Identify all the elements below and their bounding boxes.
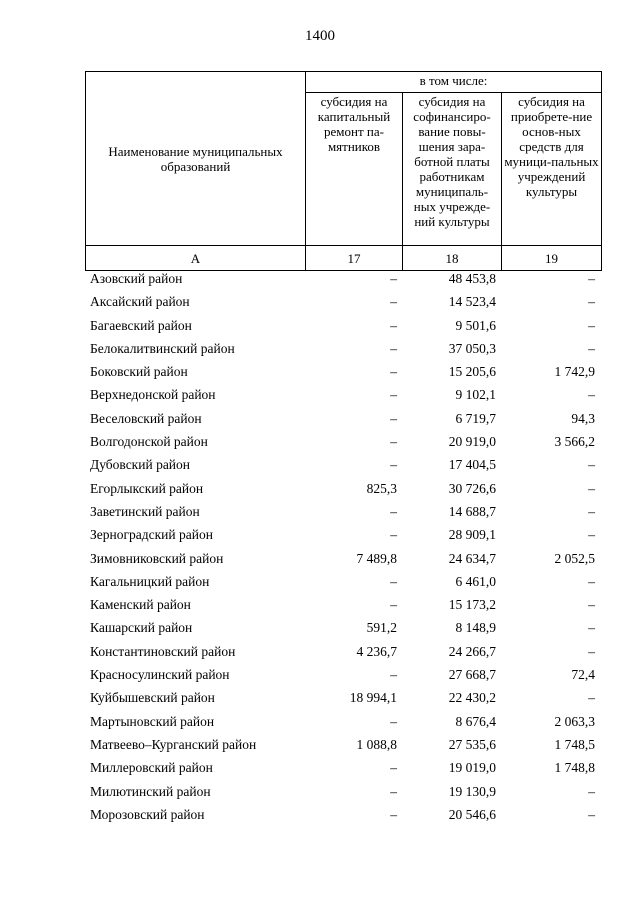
cell-col-18: 14 523,4	[448, 294, 496, 310]
cell-col-17: –	[390, 783, 397, 799]
cell-col-17: –	[390, 457, 397, 473]
cell-col-17: –	[390, 434, 397, 450]
cell-col-18: 8 148,9	[455, 620, 496, 636]
cell-col-19: –	[588, 573, 595, 589]
cell-col-18: 22 430,2	[448, 690, 496, 706]
table-row	[0, 617, 640, 640]
cell-col-17: –	[390, 410, 397, 426]
cell-col-19: –	[588, 597, 595, 613]
cell-col-18: 24 266,7	[448, 643, 496, 659]
header-col-18: субсидия на софинансиро-вание повы-шения зара-ботной платы работникам муниципаль-ных учрежде-ний культуры	[403, 93, 502, 246]
row-name: Миллеровский район	[90, 760, 213, 776]
table-row	[0, 501, 640, 524]
table-row	[0, 804, 640, 827]
cell-col-19: 2 063,3	[554, 713, 595, 729]
cell-col-18: 14 688,7	[448, 503, 496, 519]
row-name: Верхнедонской район	[90, 387, 216, 403]
cell-col-17: –	[390, 503, 397, 519]
cell-col-18: 20 546,6	[448, 806, 496, 822]
cell-col-19: –	[588, 340, 595, 356]
table-header	[85, 71, 602, 271]
cell-col-17: –	[390, 597, 397, 613]
index-a: А	[86, 246, 306, 271]
table-row	[0, 268, 640, 291]
table-body	[0, 268, 640, 827]
row-name: Аксайский район	[90, 294, 190, 310]
header-group: в том числе:	[306, 72, 602, 93]
cell-col-17: –	[390, 364, 397, 380]
cell-col-19: 1 748,8	[554, 760, 595, 776]
cell-col-18: 6 719,7	[455, 410, 496, 426]
row-name: Каменский район	[90, 597, 191, 613]
table-row	[0, 687, 640, 710]
row-name: Зимовниковский район	[90, 550, 224, 566]
row-name: Милютинский район	[90, 783, 211, 799]
index-17: 17	[306, 246, 403, 271]
table-row	[0, 641, 640, 664]
row-name: Волгодонской район	[90, 434, 208, 450]
row-name: Кашарский район	[90, 620, 193, 636]
row-name: Дубовский район	[90, 457, 191, 473]
row-name: Кагальницкий район	[90, 573, 210, 589]
cell-col-18: 48 453,8	[448, 271, 496, 286]
table-row	[0, 711, 640, 734]
row-name: Веселовский район	[90, 410, 202, 426]
row-name: Мартыновский район	[90, 713, 215, 729]
cell-col-19: –	[588, 480, 595, 496]
cell-col-17: –	[390, 806, 397, 822]
header-name-column: Наименование муниципальных образований	[86, 72, 306, 246]
cell-col-17: 825,3	[366, 480, 397, 496]
row-name: Матвеево–Курганский район	[90, 736, 257, 752]
table-row	[0, 384, 640, 407]
cell-col-17: 18 994,1	[349, 690, 397, 706]
cell-col-19: 1 742,9	[554, 364, 595, 380]
table-row	[0, 291, 640, 314]
header-col-17: субсидия на капитальный ремонт па-мятников	[306, 93, 403, 246]
cell-col-18: 15 173,2	[448, 597, 496, 613]
cell-col-19: 94,3	[571, 410, 595, 426]
index-18: 18	[403, 246, 502, 271]
cell-col-17: –	[390, 340, 397, 356]
row-name: Красносулинский район	[90, 667, 230, 683]
table-row	[0, 478, 640, 501]
cell-col-18: 15 205,6	[448, 364, 496, 380]
table-row	[0, 571, 640, 594]
cell-col-19: –	[588, 317, 595, 333]
cell-col-17: 4 236,7	[356, 643, 397, 659]
cell-col-17: –	[390, 527, 397, 543]
cell-col-18: 30 726,6	[448, 480, 496, 496]
cell-col-18: 27 668,7	[448, 667, 496, 683]
cell-col-17: –	[390, 713, 397, 729]
cell-col-19: –	[588, 387, 595, 403]
row-name: Куйбышевский район	[90, 690, 215, 706]
cell-col-18: 37 050,3	[448, 340, 496, 356]
cell-col-18: 17 404,5	[448, 457, 496, 473]
cell-col-19: –	[588, 806, 595, 822]
cell-col-17: –	[390, 387, 397, 403]
cell-col-19: –	[588, 690, 595, 706]
cell-col-19: –	[588, 503, 595, 519]
cell-col-17: –	[390, 573, 397, 589]
cell-col-18: 19 130,9	[448, 783, 496, 799]
cell-col-19: –	[588, 457, 595, 473]
cell-col-19: –	[588, 527, 595, 543]
table-row	[0, 361, 640, 384]
cell-col-18: 28 909,1	[448, 527, 496, 543]
table-row	[0, 315, 640, 338]
cell-col-18: 20 919,0	[448, 434, 496, 450]
row-name: Морозовский район	[90, 806, 205, 822]
table-row	[0, 338, 640, 361]
cell-col-19: –	[588, 294, 595, 310]
index-19: 19	[502, 246, 602, 271]
cell-col-19: 2 052,5	[554, 550, 595, 566]
row-name: Белокалитвинский район	[90, 340, 235, 356]
cell-col-18: 8 676,4	[455, 713, 496, 729]
header-col-19: субсидия на приобрете-ние основ-ных средств для муници-пальных учреждений культуры	[502, 93, 602, 246]
cell-col-18: 9 102,1	[455, 387, 496, 403]
cell-col-19: 1 748,5	[554, 736, 595, 752]
row-name: Азовский район	[90, 271, 183, 286]
row-name: Константиновский район	[90, 643, 236, 659]
cell-col-17: –	[390, 317, 397, 333]
cell-col-19: 3 566,2	[554, 434, 595, 450]
table-row	[0, 524, 640, 547]
cell-col-18: 9 501,6	[455, 317, 496, 333]
cell-col-17: –	[390, 667, 397, 683]
table-row	[0, 548, 640, 571]
cell-col-18: 19 019,0	[448, 760, 496, 776]
row-name: Багаевский район	[90, 317, 192, 333]
row-name: Зерноградский район	[90, 527, 213, 543]
cell-col-18: 6 461,0	[455, 573, 496, 589]
page-number: 1400	[305, 28, 335, 44]
table-row	[0, 594, 640, 617]
row-name: Заветинский район	[90, 503, 200, 519]
cell-col-18: 27 535,6	[448, 736, 496, 752]
cell-col-17: –	[390, 760, 397, 776]
cell-col-19: –	[588, 271, 595, 286]
table-row	[0, 757, 640, 780]
cell-col-19: –	[588, 643, 595, 659]
cell-col-17: –	[390, 294, 397, 310]
table-row	[0, 431, 640, 454]
cell-col-18: 24 634,7	[448, 550, 496, 566]
table-row	[0, 664, 640, 687]
cell-col-17: 1 088,8	[356, 736, 397, 752]
cell-col-17: –	[390, 271, 397, 286]
table-row	[0, 408, 640, 431]
cell-col-17: 7 489,8	[356, 550, 397, 566]
table-row	[0, 734, 640, 757]
row-name: Егорлыкский район	[90, 480, 204, 496]
table-row	[0, 781, 640, 804]
cell-col-17: 591,2	[366, 620, 397, 636]
table-row	[0, 454, 640, 477]
cell-col-19: 72,4	[571, 667, 595, 683]
cell-col-19: –	[588, 620, 595, 636]
row-name: Боковский район	[90, 364, 188, 380]
cell-col-19: –	[588, 783, 595, 799]
